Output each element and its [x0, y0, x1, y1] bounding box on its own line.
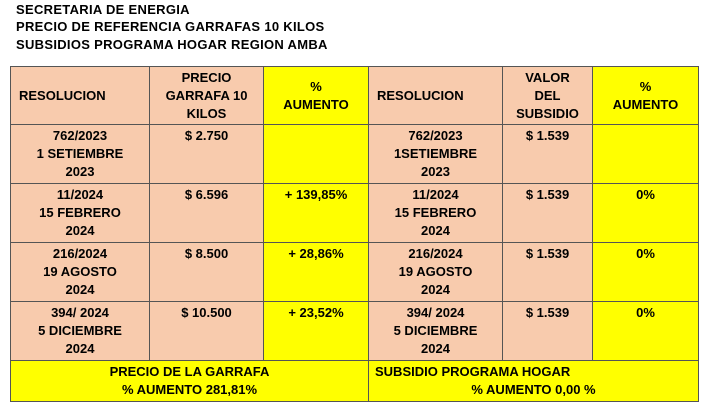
col-resolucion2-header: RESOLUCION: [369, 67, 503, 125]
resolucion-cell: 394/ 2024 5 DICIEMBRE 2024: [11, 302, 150, 361]
header-line-3: SUBSIDIOS PROGRAMA HOGAR REGION AMBA: [16, 37, 328, 52]
resolucion2-cell: 762/2023 1SETIEMBRE 2023: [369, 125, 503, 184]
resolucion-cell: 11/2024 15 FEBRERO 2024: [11, 184, 150, 243]
col-valor-subsidio-header: VALOR DEL SUBSIDIO: [503, 67, 593, 125]
footer-row: [11, 361, 699, 402]
resolucion2-cell: 11/2024 15 FEBRERO 2024: [369, 184, 503, 243]
precio-cell: $ 2.750: [150, 125, 264, 184]
header-line-2: PRECIO DE REFERENCIA GARRAFAS 10 KILOS: [16, 19, 325, 34]
precio-cell: $ 10.500: [150, 302, 264, 361]
col-aumento2-header: % AUMENTO: [593, 67, 699, 125]
footer-precio-summary: PRECIO DE LA GARRAFA % AUMENTO 281,81%: [11, 361, 369, 402]
resolucion2-cell: 216/2024 19 AGOSTO 2024: [369, 243, 503, 302]
table-row: [11, 302, 699, 361]
subsidio-cell: $ 1.539: [503, 243, 593, 302]
aumento2-cell: [593, 125, 699, 184]
subsidio-cell: $ 1.539: [503, 184, 593, 243]
table-row: [11, 184, 699, 243]
subsidio-cell: $ 1.539: [503, 125, 593, 184]
subsidy-table: [10, 66, 699, 402]
header-line-1: SECRETARIA DE ENERGIA: [16, 2, 190, 17]
col-precio-header: PRECIO GARRAFA 10 KILOS: [150, 67, 264, 125]
aumento-cell: + 139,85%: [264, 184, 369, 243]
col-aumento-header: % AUMENTO: [264, 67, 369, 125]
aumento-cell: + 23,52%: [264, 302, 369, 361]
table-row: [11, 243, 699, 302]
aumento-cell: [264, 125, 369, 184]
footer-subsidio-summary: SUBSIDIO PROGRAMA HOGAR % AUMENTO 0,00 %: [369, 361, 699, 402]
aumento2-cell: 0%: [593, 302, 699, 361]
col-resolucion-header: RESOLUCION: [11, 67, 150, 125]
subsidio-cell: $ 1.539: [503, 302, 593, 361]
resolucion-cell: 216/2024 19 AGOSTO 2024: [11, 243, 150, 302]
precio-cell: $ 6.596: [150, 184, 264, 243]
resolucion2-cell: 394/ 2024 5 DICIEMBRE 2024: [369, 302, 503, 361]
aumento2-cell: 0%: [593, 184, 699, 243]
resolucion-cell: 762/2023 1 SETIEMBRE 2023: [11, 125, 150, 184]
aumento-cell: + 28,86%: [264, 243, 369, 302]
table-row: [11, 125, 699, 184]
header-row: [11, 67, 699, 125]
aumento2-cell: 0%: [593, 243, 699, 302]
precio-cell: $ 8.500: [150, 243, 264, 302]
